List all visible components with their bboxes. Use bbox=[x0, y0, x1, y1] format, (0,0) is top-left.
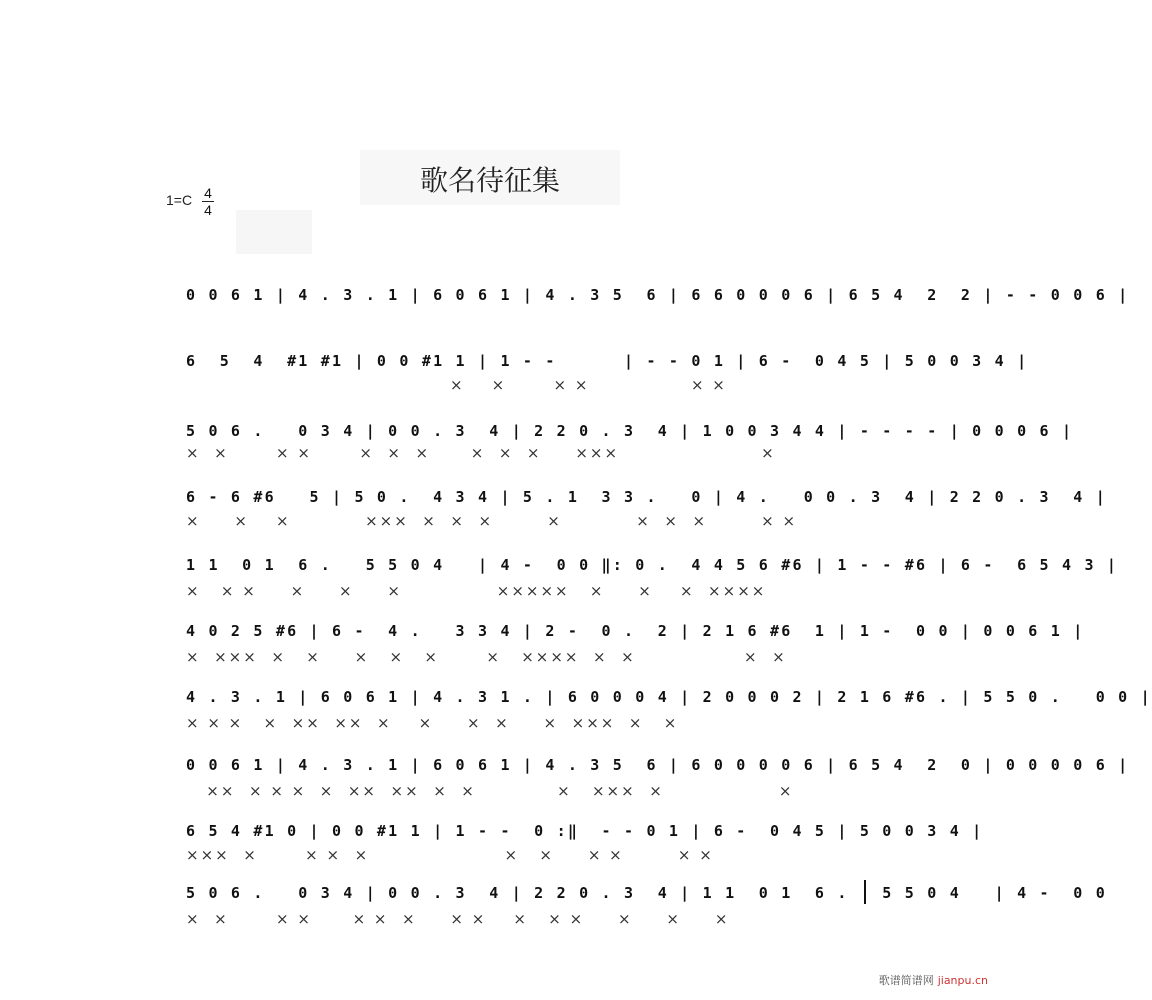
mark-line-3: × × × × × × × × × × ××× × bbox=[186, 444, 776, 462]
mark-line-6: × ××× × × × × × × ×××× × × × × bbox=[186, 648, 787, 666]
watermark bbox=[879, 972, 988, 988]
time-signature-bottom: 4 bbox=[204, 202, 212, 218]
song-title: 歌名待征集 bbox=[360, 150, 620, 205]
mark-line-2: × × × × × × bbox=[186, 376, 727, 394]
mark-line-7: × × × × ×× ×× × × × × × ××× × × bbox=[186, 714, 679, 732]
mark-line-8: ×× × × × × ×× ×× × × × ××× × × bbox=[186, 782, 794, 800]
blank-area bbox=[236, 210, 312, 254]
time-signature-top: 4 bbox=[204, 185, 212, 201]
score-line-10: 5 0 6 . 0 3 4 | 0 0 . 3 4 | 2 2 0 . 3 4 | 1 1 0 1 6 . 5 5 0 4 | 4 - 0 0 bbox=[186, 884, 1107, 902]
watermark-site: jianpu.cn bbox=[937, 974, 988, 987]
score-line-8: 0 0 6 1 | 4 . 3 . 1 | 6 0 6 1 | 4 . 3 5 6 | 6 0 0 0 0 6 | 6 5 4 2 0 | 0 0 0 0 6 | bbox=[186, 756, 1130, 774]
score-line-4: 6 - 6 #6 5 | 5 0 . 4 3 4 | 5 . 1 3 3 . 0 | 4 . 0 0 . 3 4 | 2 2 0 . 3 4 | bbox=[186, 488, 1107, 506]
mark-line-4: × × × ××× × × × × × × × × × bbox=[186, 512, 798, 530]
mark-line-10: × × × × × × × × × × × × × × × bbox=[186, 910, 730, 928]
final-barline bbox=[864, 880, 866, 904]
score-line-2: 6 5 4 #1 #1 | 0 0 #1 1 | 1 - - | - - 0 1 | 6 - 0 4 5 | 5 0 0 3 4 | bbox=[186, 352, 1029, 370]
time-signature bbox=[202, 186, 214, 217]
mark-line-9: ××× × × × × × × × × × × bbox=[186, 846, 714, 864]
score-line-3: 5 0 6 . 0 3 4 | 0 0 . 3 4 | 2 2 0 . 3 4 | 1 0 0 3 4 4 | - - - - | 0 0 0 6 | bbox=[186, 422, 1074, 440]
score-line-6: 4 0 2 5 #6 | 6 - 4 . 3 3 4 | 2 - 0 . 2 | 2 1 6 #6 1 | 1 - 0 0 | 0 0 6 1 | bbox=[186, 622, 1085, 640]
score-line-9: 6 5 4 #1 0 | 0 0 #1 1 | 1 - - 0 :‖ - - 0 1 | 6 - 0 4 5 | 5 0 0 3 4 | bbox=[186, 822, 984, 840]
key-signature: 1=C bbox=[166, 192, 193, 208]
watermark-name: 歌谱简谱网 bbox=[878, 974, 934, 987]
score-line-1: 0 0 6 1 | 4 . 3 . 1 | 6 0 6 1 | 4 . 3 5 6 | 6 6 0 0 0 6 | 6 5 4 2 2 | - - 0 0 6 | bbox=[186, 286, 1130, 304]
score-line-5: 1 1 0 1 6 . 5 5 0 4 | 4 - 0 0 ‖: 0 . 4 4 5 6 #6 | 1 - - #6 | 6 - 6 5 4 3 | bbox=[186, 556, 1119, 574]
mark-line-5: × × × × × × ××××× × × × ×××× bbox=[186, 582, 767, 600]
score-line-7: 4 . 3 . 1 | 6 0 6 1 | 4 . 3 1 . | 6 0 0 0 4 | 2 0 0 0 2 | 2 1 6 #6 . | 5 5 0 . 0 0 | bbox=[186, 688, 1152, 706]
